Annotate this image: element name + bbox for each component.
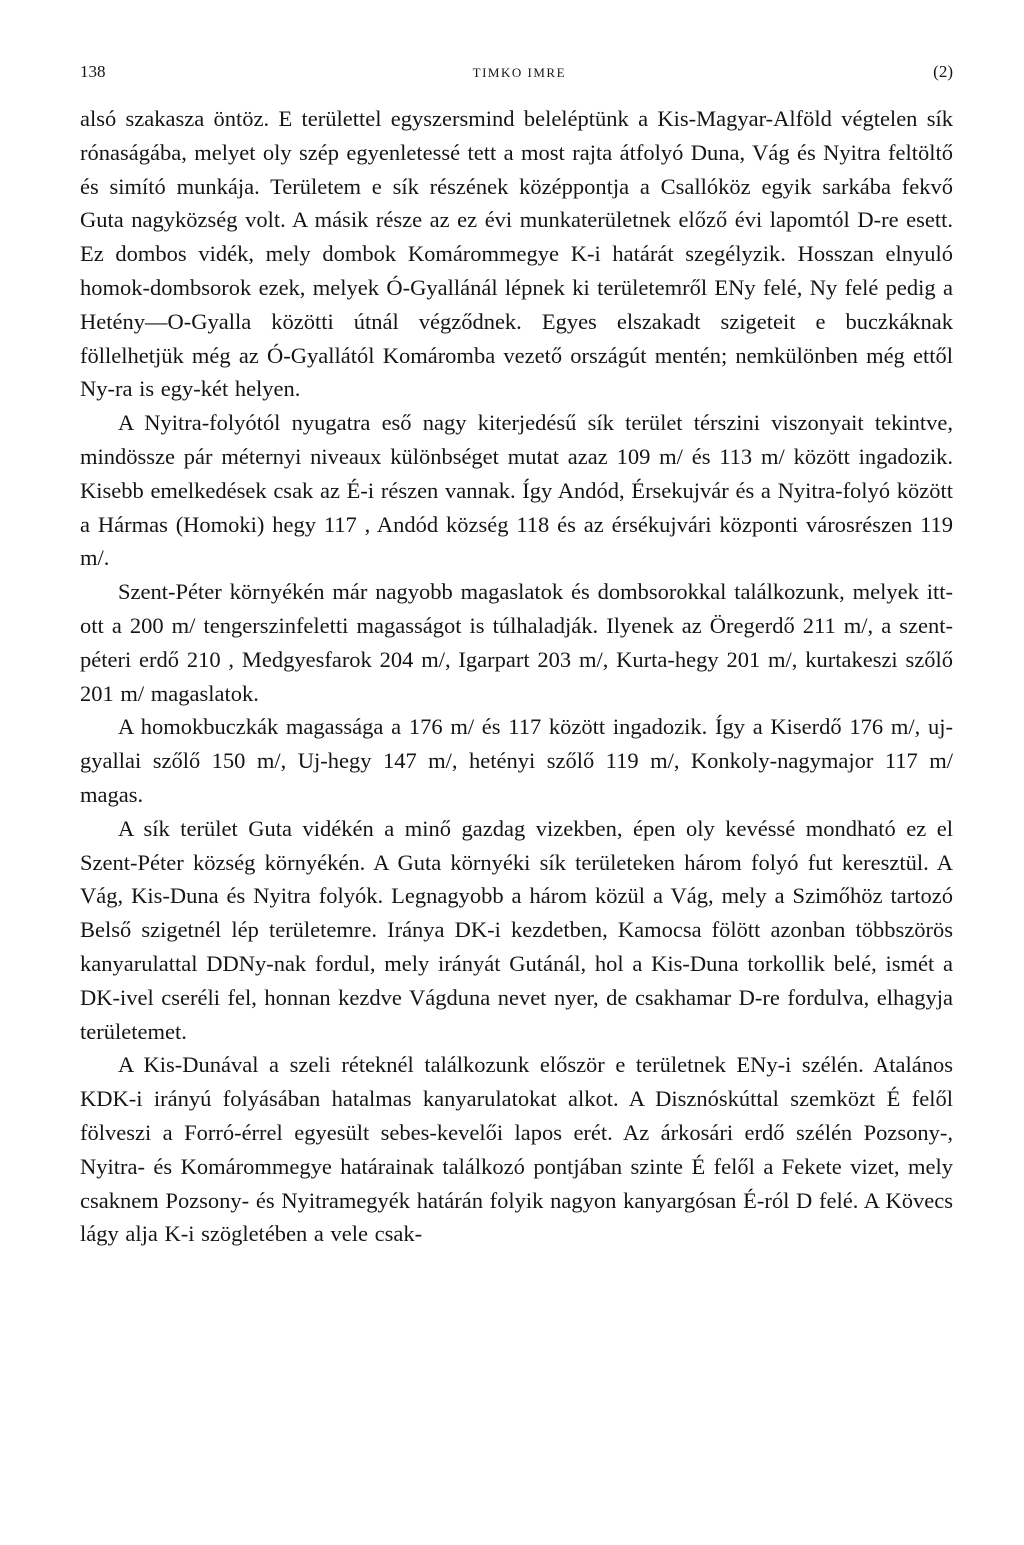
running-title: TIMKO IMRE	[472, 65, 567, 80]
paragraph-nyitra-elevations: A Nyitra-folyótól nyugatra eső nagy kiterjedésű sík terület térszini viszonyait tekintve, mindössze pár méternyi niveaux különbséget mutat azaz 109 m/ és 113 m/ között ingadozik. Kisebb emelkedések csak az É-i részen vannak. Így Andód, Érsekujvár és a Nyitra-folyó között a Hármas (Homoki) hegy 117 , Andód község 118 és az érsékujvári központi városrészen 119 m/.	[80, 410, 953, 571]
paragraph-rivers-guta: A sík terület Guta vidékén a minő gazdag vizekben, épen oly kevéssé mondható ez el Szent-Péter község környékén. A Guta környéki sík területeken három folyó fut keresztül. A Vág, Kis-Duna és Nyitra folyók. Legnagyobb a három közül a Vág, mely a Szimőhöz tartozó Belső szigetnél lép területemre. Iránya DK-i kezdetben, Kamocsa fölött azonban többszörös kanyarulattal DDNy-nak fordul, mely irányát Gutánál, hol a Kis-Duna torkollik belé, ismét a DK-ivel cseréli fel, honnan kezdve Vágduna nevet nyer, de csakhamar D-re fordulva, elhagyja területemet.	[80, 815, 953, 1044]
paragraph-sand-dunes: A homokbuczkák magassága a 176 m/ és 117 között ingadozik. Így a Kiserdő 176 m/, uj-gyallai szőlő 150 m/, Uj-hegy 147 m/, hetényi szőlő 119 m/, Konkoly-nagymajor 117 m/ magas.	[80, 714, 953, 807]
paragraph-szent-peter-heights: Szent-Péter környékén már nagyobb magaslatok és dombsorokkal találkozunk, melyek itt-ott a 200 m/ tengerszinfeletti magasságot is túlhaladják. Ilyenek az Öregerdő 211 m/, a szent-péteri erdő 210 , Medgyesfarok 204 m/, Igarpart 203 m/, Kurta-hegy 201 m/, kurtakeszi szőlő 201 m/ magaslatok.	[80, 579, 953, 706]
section-number: (2)	[933, 62, 953, 81]
page-header	[80, 62, 953, 102]
book-page	[80, 62, 953, 1251]
body-text	[80, 102, 953, 1251]
paragraph-kis-duna: A Kis-Dunával a szeli réteknél találkozunk először e területnek ENy-i szélén. Atalános KDK-i irányú folyásában hatalmas kanyarulatokat alkot. A Disznóskúttal szemközt É felől fölveszi a Forró-érrel egyesült sebes-kevelői lapos erét. Az árkosári erdő szélén Pozsony-, Nyitra- és Komárommegye határainak találkozó pontjában szinte É felől a Fekete vizet, mely csaknem Pozsony- és Nyitramegyék határán folyik nagyon kanyargósan É-ról D felé. A Kövecs lágy alja K-i szögletében a vele csak-	[80, 1052, 953, 1247]
page-number: 138	[80, 62, 106, 81]
paragraph-continued: alsó szakasza öntöz. E területtel egyszersmind beleléptünk a Kis-Magyar-Alföld végtelen sík rónaságába, melyet oly szép egyenletessé tett a most rajta átfolyó Duna, Vág és Nyitra feltöltő és simító munkája. Területem e sík részének középpontja a Csallóköz egyik sarkába fekvő Guta nagyközség volt. A másik része az ez évi munkaterületnek előző évi lapomtól D-re esett. Ez dombos vidék, mely dombok Komárommegye K-i határát szegélyzik. Hosszan elnyuló homok-dombsorok ezek, melyek Ó-Gyallánál lépnek ki területemről ENy felé, Ny felé pedig a Hetény—O-Gyalla közötti útnál végződnek. Egyes elszakadt szigeteit e buczkáknak föllelhetjük még az Ó-Gyallától Komáromba vezető országút mentén; nemkülönben még ettől Ny-ra is egy-két helyen.	[80, 106, 953, 402]
